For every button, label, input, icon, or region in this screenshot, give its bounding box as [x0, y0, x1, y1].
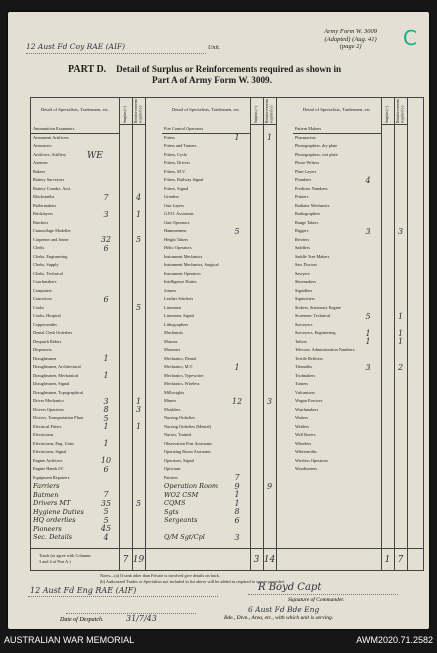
trade-row: Fitters, Railway Signal — [164, 177, 204, 182]
trade-row: Photographers, wet plate — [295, 151, 338, 157]
trade-row: Boilermakers — [33, 202, 57, 208]
trade-row: Clerks, Supply — [33, 262, 59, 267]
trade-row: Draughtsmen, Mechanical — [33, 372, 79, 378]
trade-row: Signallers — [295, 287, 313, 293]
form-title: PART D. Detail of Surplus or Reinforcements required as shown in Part A of Army Form W. 3009. — [68, 64, 342, 85]
column-divider — [276, 98, 277, 570]
trade-row: Radiator Mechanics — [295, 202, 330, 208]
trade-row: Wireless Operators — [295, 457, 328, 463]
form-notes: Notes—(a) If rank other than Private is involved give details on back. (b) Authorized Trades or Specialists not included in list above will be added as required to spaces provided. — [100, 573, 285, 584]
trade-row: Clerks, Engineering — [33, 253, 68, 259]
brigade-handwritten: 6 Aust Fd Bde Eng — [248, 605, 320, 614]
archive-name: AUSTRALIAN WAR MEMORIAL — [4, 635, 135, 645]
unit-field: 12 Aust Fd Coy RAE (AIF) — [26, 42, 206, 54]
column-header-text: Surplus (+) — [254, 105, 259, 123]
trade-row: Instrument Mechanics — [164, 253, 203, 259]
trade-row: Radiographers — [295, 211, 321, 216]
trade-row: Woodturners — [295, 466, 318, 471]
column-header-reinforcements — [263, 98, 276, 125]
reinforcement-value: 3 — [397, 226, 404, 236]
surplus-value: 7 — [103, 490, 109, 499]
surplus-value: 7 — [103, 192, 109, 202]
column-header-reinforcements — [394, 98, 407, 125]
trade-row: Fitters and Turners — [164, 143, 197, 148]
trade-row: Drivers, Transportation Plant — [33, 415, 84, 420]
trade-row: Fitters, Drivers — [164, 160, 191, 165]
trade-row: Sgts — [164, 507, 179, 516]
trade-row: Armourers — [33, 143, 52, 148]
total-value: 7 — [122, 555, 129, 565]
column-header-specialists: Detail of Specialists, Tradesmen, etc. — [162, 98, 250, 134]
trade-row: Batmen — [33, 490, 59, 499]
surplus-value: 4 — [103, 532, 109, 542]
trade-row: Bakers — [33, 168, 45, 174]
trade-row: Ammunition Examiners — [33, 126, 75, 131]
trade-row: Hammermen — [164, 228, 187, 233]
trade-row: Axemen — [33, 160, 48, 165]
document-page — [8, 12, 429, 629]
trade-row: Coppersmiths — [33, 321, 57, 327]
reinforcement-value: 1 — [135, 422, 142, 431]
trade-row: Telecom. Administration Numbers — [295, 347, 355, 352]
handwritten-check-mark: C — [403, 26, 417, 50]
trade-row: Watchmakers — [295, 406, 319, 412]
column-header-surplus — [250, 98, 263, 125]
surplus-value: 32 — [100, 235, 112, 244]
surplus-value: 5 — [103, 507, 109, 516]
surplus-value: 1 — [103, 439, 109, 448]
trade-row: Saw Doctors — [295, 262, 318, 267]
trade-row: Sec. Details — [33, 533, 73, 541]
trade-row: Butchers — [33, 219, 49, 225]
trade-row: Leather Stitchers — [164, 296, 194, 301]
trade-row: Waiters — [295, 415, 309, 420]
trade-row: Blacksmiths — [33, 194, 55, 199]
trade-row: Dental Clerk Orderlies — [33, 330, 73, 335]
column-header-text: Reinforcements required (-) — [265, 98, 274, 123]
trade-row: Saddlers — [295, 245, 310, 250]
trade-row: Nurses, Trained — [164, 432, 192, 437]
trade-row: Painters — [164, 474, 178, 480]
trade-row: Operation Room — [164, 482, 219, 490]
trade-row: Carpenter and Joiner — [33, 236, 69, 242]
surplus-value: 6 — [234, 515, 240, 525]
trade-row: Battery Surveyors — [33, 177, 65, 182]
surplus-value: 6 — [103, 464, 109, 474]
reinforcement-value: 5 — [135, 235, 142, 244]
unit-handwritten: 12 Aust Fd Eng RAE (AIF) — [30, 586, 137, 595]
surplus-value: 8 — [234, 507, 240, 516]
trade-row: Sawyers — [295, 270, 310, 276]
surplus-value: 6 — [103, 294, 109, 304]
column-header-specialists: Detail of Specialists, Tradesmen, etc. — [293, 98, 381, 134]
trade-row: Drivers MT — [33, 499, 71, 507]
reinforcement-value: 3 — [135, 405, 142, 414]
trade-row: Linesmen — [164, 304, 181, 310]
trade-row: Predictor Numbers — [295, 185, 328, 191]
surplus-value: 9 — [234, 481, 240, 491]
trade-row: Q/M Sgt/Cpl — [164, 533, 205, 541]
trade-row: Bricklayers — [33, 211, 53, 216]
surplus-value: 45 — [100, 524, 112, 533]
handwritten-we-mark: WE — [87, 150, 103, 161]
trade-row: Wheelers — [295, 440, 312, 446]
reinforcement-value: 1 — [266, 133, 273, 142]
total-value: 7 — [397, 555, 404, 565]
trade-row: Masons — [164, 338, 178, 344]
trade-row: Fire Control Operators — [164, 126, 204, 131]
reinforcement-value: 1 — [397, 337, 404, 346]
trade-row: Welders — [295, 423, 309, 429]
brigade-label: Bde., Divn., Area, etc., with which unit is serving. — [224, 615, 334, 621]
trade-row: Fitters, M.V. — [164, 168, 186, 174]
archive-reference: AWM2020.71.2582 — [356, 635, 433, 645]
trade-row: Signwriters — [295, 296, 315, 301]
trade-row: Grinders — [164, 194, 180, 199]
trade-row: Intelligence Duties — [164, 279, 197, 284]
column-divider — [145, 98, 146, 570]
trade-row: Linesmen, Signal — [164, 313, 195, 318]
trade-row: Photo-Writers — [295, 160, 320, 165]
surplus-value: 1 — [103, 354, 109, 363]
reinforcement-value: 4 — [135, 192, 142, 202]
trade-row: Draughtsmen, Topographical — [33, 389, 83, 395]
surplus-value: 6 — [103, 243, 109, 253]
total-value: 1 — [384, 555, 391, 565]
trade-row: HQ orderlies — [33, 516, 76, 524]
reinforcement-value: 1 — [135, 209, 142, 219]
surplus-value: 3 — [103, 396, 109, 406]
trade-row: Electricians, Eng. Units — [33, 440, 74, 446]
unit-label: Unit. — [208, 45, 221, 51]
column-header-specialists: Detail of Specialists, Tradesmen, etc. — [31, 98, 119, 134]
column-header-reinforcements — [132, 98, 145, 125]
trade-row: Machinists — [164, 330, 183, 335]
trade-row: Drivers Operators — [33, 406, 64, 412]
reinforcement-value: 5 — [135, 303, 142, 312]
surplus-value: 3 — [365, 362, 371, 372]
trade-row: Mechanics, Typewriter — [164, 372, 204, 378]
column-divider — [407, 98, 408, 570]
surplus-value: 1 — [234, 133, 240, 142]
trade-row: Vulcanisers — [295, 389, 316, 395]
reinforcement-value: 5 — [135, 498, 142, 508]
trade-row: Lithographers — [164, 321, 189, 327]
specialists-table — [30, 97, 424, 571]
surplus-value: 5 — [365, 311, 371, 321]
column-header-text: Surplus (+) — [385, 105, 390, 123]
surplus-value: 3 — [103, 209, 109, 219]
trade-row: Opticians — [164, 466, 181, 471]
trade-row: Clerks — [33, 245, 45, 250]
trade-row: Fitters, Signal — [164, 185, 189, 191]
trade-row: Plate Layers — [295, 168, 317, 174]
trade-row: Instrument Mechanics, Surgical — [164, 262, 219, 267]
trade-row: Riveters — [295, 236, 310, 242]
trade-row: Mechanics, M.T. — [164, 364, 194, 369]
trade-row: Moulders — [164, 406, 181, 412]
trade-row: Well Borers — [295, 432, 316, 437]
trade-row: Height Takers — [164, 236, 189, 242]
trade-row: Fitters, Cycle — [164, 151, 188, 157]
trade-row: Armament Artificers — [33, 134, 69, 140]
reinforcement-value: 1 — [397, 328, 404, 338]
surplus-value: 3 — [234, 532, 240, 542]
column-header-surplus — [119, 98, 132, 125]
trade-row: Draughtsmen, Architectural — [33, 364, 81, 369]
totals-row — [31, 548, 423, 571]
surplus-value: 5 — [234, 226, 240, 236]
trade-row: Whitesmiths — [295, 449, 317, 454]
surplus-value: 12 — [231, 396, 243, 406]
total-value: 19 — [132, 555, 145, 565]
surplus-value: 10 — [100, 456, 112, 465]
totals-label: Totals (to agree with Columns 3 and 4 of Part A.) — [39, 553, 91, 564]
surplus-value: 1 — [234, 362, 240, 372]
reinforcement-value: 9 — [266, 481, 273, 491]
column-divider — [381, 98, 382, 570]
surplus-value: 1 — [365, 337, 371, 346]
surplus-value: 5 — [103, 413, 109, 423]
column-divider — [250, 98, 251, 570]
trade-row: Artificers, Artillery — [33, 151, 67, 157]
column-header-text: Reinforcements required (-) — [134, 98, 143, 123]
column-header-text: Surplus (+) — [123, 105, 128, 123]
trade-row: Tinsmiths — [295, 364, 313, 369]
surplus-value: 1 — [234, 490, 240, 499]
trade-row: Cooks — [33, 304, 44, 310]
trade-row: Camouflage Modeller — [33, 228, 71, 233]
form-number-header: Army Form W. 3009 (Adapted) (Aug. 41) (page 2) — [324, 28, 377, 51]
signature-label: Signature of Commander. — [288, 597, 345, 603]
trade-row: Miners — [164, 398, 177, 403]
trade-row: Nursing Orderlies (Mental) — [164, 423, 212, 429]
surplus-value: 3 — [365, 226, 371, 236]
trade-row: Gun Layers — [164, 202, 185, 208]
column-header-text: Reinforcements required (-) — [396, 98, 405, 123]
trade-row: Photographers, dry plate — [295, 143, 338, 148]
trade-row: Dispensers — [33, 347, 52, 352]
surplus-value: 1 — [103, 371, 109, 380]
reinforcement-value: 2 — [397, 362, 404, 372]
trade-row: Stokers, Stationary Engine — [295, 304, 341, 310]
surplus-value: 7 — [234, 473, 240, 482]
trade-row: Plumbers — [295, 177, 312, 182]
surplus-value: 5 — [103, 515, 109, 525]
reinforcement-value: 1 — [397, 311, 404, 321]
trade-row: CQMS — [164, 499, 186, 507]
trade-row: Saddle Tree Makers — [295, 253, 330, 259]
surplus-value: 8 — [103, 405, 109, 414]
trade-row: Operators, Signal — [164, 457, 195, 463]
trade-row: Masseurs — [164, 347, 181, 352]
trade-row: Electrical Fitters — [33, 423, 62, 429]
trade-row: WO2 CSM — [164, 490, 199, 499]
total-value: 14 — [263, 555, 276, 565]
trade-row: Nursing Orderlies — [164, 415, 195, 420]
trade-row: Printers — [295, 194, 309, 199]
surplus-value: 1 — [234, 498, 240, 508]
trade-row: Electricians, Signal — [33, 449, 67, 454]
trade-row: Clerks, Technical — [33, 270, 63, 276]
column-header-surplus — [381, 98, 394, 125]
trade-row: Sergeants — [164, 516, 198, 524]
trade-row: Range Takers — [295, 219, 319, 225]
trade-row: Gun Operators — [164, 219, 190, 225]
trade-row: Concretors — [33, 296, 52, 301]
trade-row: Observation Post Assistants — [164, 440, 212, 446]
total-value: 3 — [253, 555, 260, 565]
trade-row: Instrument Operators — [164, 270, 201, 276]
trade-row: Textile Refitters — [295, 355, 323, 361]
trade-row: Electricians — [33, 432, 54, 437]
surplus-value: 35 — [100, 498, 112, 508]
trade-row: Fitters — [164, 134, 175, 140]
trade-row: Tailors — [295, 338, 307, 344]
trade-row: Millwrights — [164, 389, 185, 395]
trade-row: G.P.O. Assistants — [164, 211, 194, 216]
trade-row: Equipment Repairers — [33, 474, 70, 480]
trade-row: Computers — [33, 287, 52, 293]
column-divider — [119, 98, 120, 570]
trade-row: Battery Comdrs. Asst. — [33, 185, 71, 191]
trade-row: Wagon Erectors — [295, 398, 323, 403]
trade-row: Riggers — [295, 228, 309, 233]
trade-row: Coachmakers — [33, 279, 57, 284]
surplus-value: 1 — [365, 328, 371, 338]
surplus-value: 4 — [365, 175, 371, 185]
surplus-value: 1 — [103, 422, 109, 431]
trade-row: Despatch Riders — [33, 338, 62, 344]
trade-row: Farriers — [33, 482, 60, 490]
trade-row: Engine Artificers — [33, 457, 63, 463]
reinforcement-value: 1 — [135, 396, 142, 406]
trade-row: Engine Hands I/C — [33, 466, 64, 471]
trade-row: Pharmacists — [295, 134, 316, 140]
trade-row: Toolmakers — [295, 372, 316, 378]
trade-row: Driver Mechanics — [33, 398, 64, 403]
trade-row: Helio Operators — [164, 245, 192, 250]
archive-footer — [0, 629, 437, 653]
trade-row: Operating Room Assistants — [164, 449, 212, 454]
trade-row: Hygiene Duties — [33, 507, 84, 516]
trade-row: Draughtsmen — [33, 355, 57, 361]
column-divider — [263, 98, 264, 570]
trade-row: Joiners — [164, 287, 177, 293]
trade-row: Draughtsmen, Signal — [33, 381, 70, 386]
trade-row: Turners — [295, 381, 309, 386]
despatch-date: 31/7/43 — [126, 614, 157, 623]
trade-row: Shoemakers — [295, 279, 317, 284]
trade-row: Storemen, Technical — [295, 313, 331, 318]
date-label: Date of Despatch. — [60, 617, 104, 623]
reinforcement-value: 3 — [266, 396, 273, 406]
trade-row: Mechanics, Wireless — [164, 381, 200, 386]
trade-row: Mechanics, Dental — [164, 355, 197, 361]
trade-row: Cooks, Hospital — [33, 313, 61, 318]
trade-row: Surveyors — [295, 321, 313, 327]
commander-signature: R Boyd Capt — [258, 582, 322, 593]
trade-row: Pioneers — [33, 524, 62, 533]
trade-row: Surveyors, Engineering — [295, 330, 336, 335]
trade-row: Pattern Makers — [295, 126, 322, 131]
